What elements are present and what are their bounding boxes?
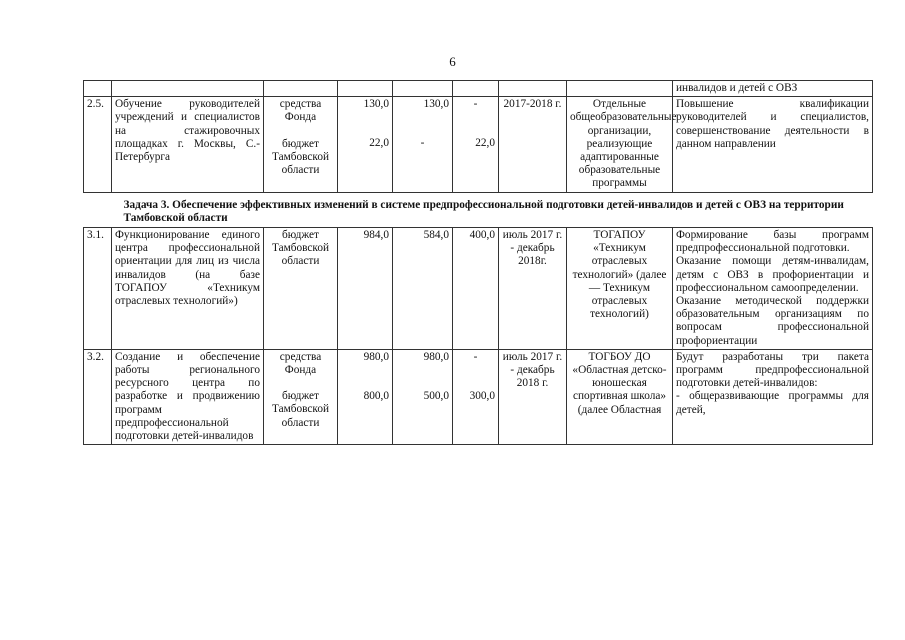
program-table	[83, 80, 873, 445]
funding-source: средства Фонда	[279, 98, 322, 124]
funding-source: бюджет Тамбовской области	[271, 137, 330, 177]
funding-source-cell	[264, 97, 338, 192]
result-paragraph: Будут разработаны три пакета программ предпрофессиональной подготовки детей-инвалидов:	[676, 350, 869, 390]
amount: 130,0	[423, 98, 449, 111]
amount: 980,0	[363, 350, 389, 363]
year-a-cell	[393, 349, 453, 444]
amount: 300,0	[469, 390, 495, 403]
row-number: 3.2.	[84, 349, 112, 444]
table-row	[84, 81, 873, 97]
term-cell: июль 2017 г. - декабрь 2018г.	[499, 228, 567, 350]
amount: 800,0	[363, 390, 389, 403]
amount: -	[420, 137, 425, 150]
amount: 22,0	[369, 137, 389, 150]
activity-cell: Обучение руководителей учреждений и специалистов на стажировочных площадках г. Москвы, С.-Петербурга	[112, 97, 264, 192]
year-b-cell	[453, 97, 499, 192]
total-cell	[338, 349, 393, 444]
funding-source: средства Фонда	[279, 350, 322, 377]
amount: 584,0	[393, 228, 453, 350]
amount: 984,0	[338, 228, 393, 350]
amount: -	[473, 98, 478, 111]
result-cell: Повышение квалификации руководителей и специалистов, совершенствование деятельности в данном направлении	[673, 97, 873, 192]
result-cell	[673, 228, 873, 350]
row-number: 2.5.	[84, 97, 112, 192]
amount: 500,0	[423, 390, 449, 403]
amount: 22,0	[475, 137, 495, 150]
result-bullet: - общеразвивающие программы для детей,	[676, 390, 869, 416]
result-cell: инвалидов и детей с ОВЗ	[673, 81, 873, 97]
term-cell: июль 2017 г. - декабрь 2018 г.	[499, 349, 567, 444]
total-cell	[338, 97, 393, 192]
row-number: 3.1.	[84, 228, 112, 350]
amount: 130,0	[363, 98, 389, 111]
table-row	[84, 349, 873, 444]
table-row	[84, 97, 873, 192]
task-heading: Задача 3. Обеспечение эффективных изменений в системе предпрофессиональной подготовки детей-инвалидов и детей с ОВЗ на территории Тамбовской области	[84, 192, 873, 227]
funding-source: бюджет Тамбовской области	[264, 228, 338, 350]
funding-source: бюджет Тамбовской области	[271, 390, 330, 429]
responsible-cell: Отдельные общеобразовательные организации, реализующие адаптированные образовательные программы	[567, 97, 673, 192]
activity-cell: Создание и обеспечение работы регионального ресурсного центра по разработке и продвижению программ предпрофессиональной подготовки детей-инвалидов	[112, 349, 264, 444]
result-cell	[673, 349, 873, 444]
task-heading-row	[84, 192, 873, 227]
result-paragraph: Оказание методической поддержки образовательным организациям по вопросам профессиональной профориентации	[676, 295, 869, 347]
year-b-cell	[453, 349, 499, 444]
amount: 980,0	[423, 350, 449, 363]
activity-cell: Функционирование единого центра профессиональной ориентации для лиц из числа инвалидов (на базе ТОГАПОУ «Техникум отраслевых технологий»)	[112, 228, 264, 350]
table-row	[84, 228, 873, 350]
amount: 400,0	[453, 228, 499, 350]
responsible-cell: ТОГАПОУ «Техникум отраслевых технологий» (далее — Техникум отраслевых технологий)	[567, 228, 673, 350]
term-cell: 2017-2018 г.	[499, 97, 567, 192]
result-paragraph: Формирование базы программ предпрофессиональной подготовки.	[676, 229, 869, 255]
amount: -	[473, 350, 478, 363]
page-number: 6	[449, 54, 456, 69]
year-a-cell	[393, 97, 453, 192]
result-paragraph: Оказание помощи детям-инвалидам, детям с ОВЗ в профориентации и профессиональном самоопределении.	[676, 255, 869, 294]
responsible-cell: ТОГБОУ ДО «Областная детско-юношеская спортивная школа» (далее Областная	[567, 349, 673, 444]
funding-source-cell	[264, 349, 338, 444]
